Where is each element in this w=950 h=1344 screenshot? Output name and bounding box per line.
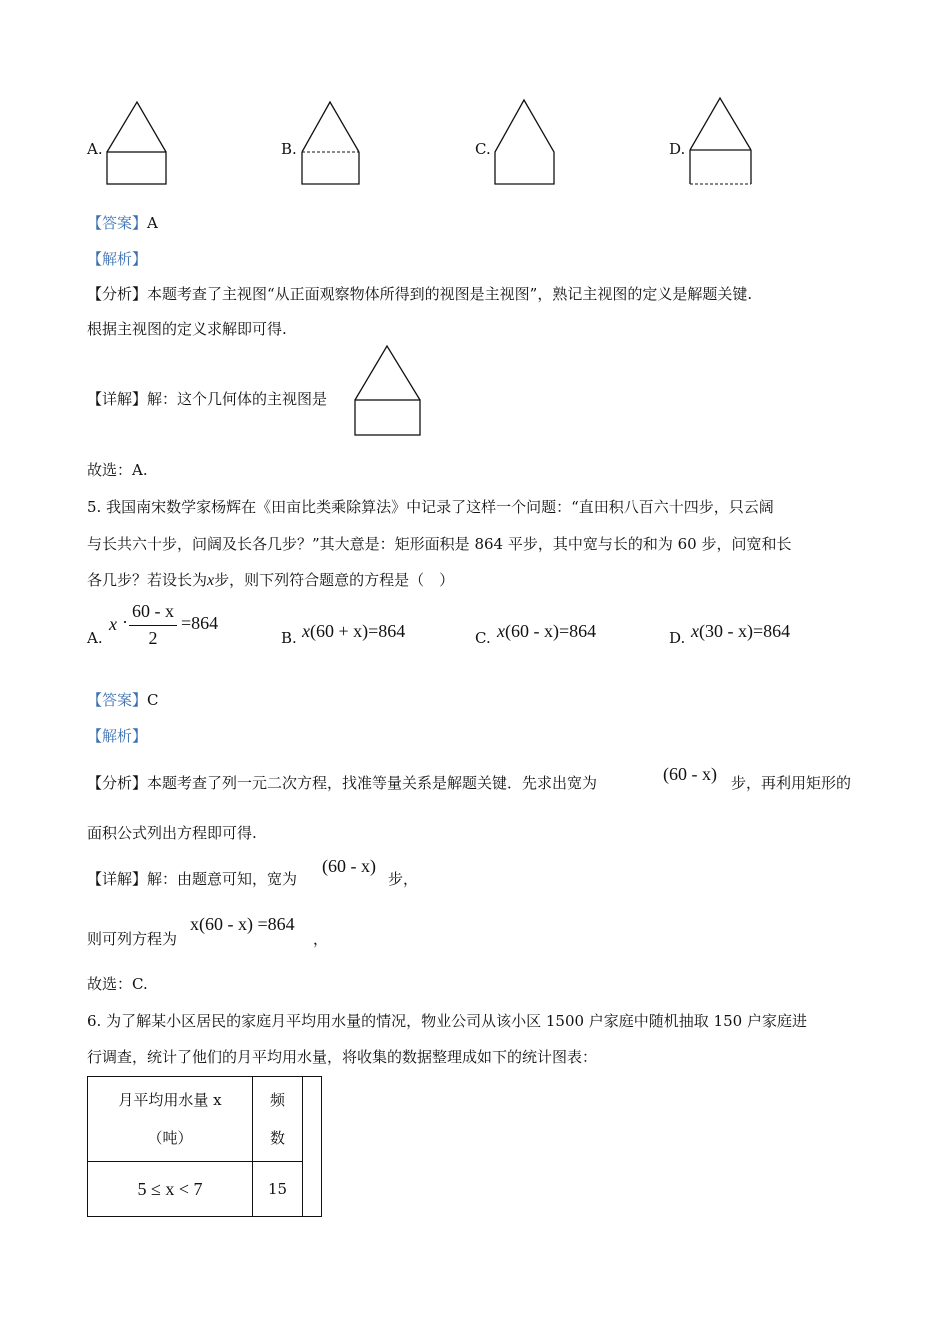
- q5-line2: 与长共六十步，问阔及长各几步？”其大意是：矩形面积是 864 平步，其中宽与长的和为 60 步，问宽和长: [87, 535, 792, 553]
- analysis-tag: 【解析】: [87, 727, 148, 745]
- q5-eq-text-b: ，: [313, 930, 329, 948]
- option-d-label: D.: [669, 140, 686, 158]
- q5-conclusion: 故选：C.: [87, 975, 148, 993]
- q5-fenxi-line1: [87, 772, 597, 793]
- table-cell-range: 5 ≤ x < 7: [88, 1162, 253, 1217]
- header-line-1: 频: [269, 1091, 285, 1109]
- q5-line3-text-b: 步，则下列符合题意的方程是（ ）: [214, 571, 455, 589]
- answer-tag: 【答案】: [87, 691, 148, 709]
- q6-line1: 6. 为了解某小区居民的家庭月平均用水量的情况，物业公司从该小区 1500 户家庭中随机抽取 150 户家庭进: [87, 1012, 807, 1030]
- q5-option-a-rhs: =864: [181, 613, 219, 633]
- header-line-2: 数: [269, 1129, 285, 1147]
- fenxi-tag: 【分析】: [87, 285, 148, 303]
- xiangjie-text: 解：这个几何体的主视图是: [147, 390, 328, 408]
- table-header-row: [88, 1077, 322, 1162]
- fenxi-tag: 【分析】: [87, 774, 148, 792]
- answer-value: A: [147, 214, 158, 232]
- q5-option-d-label: D.: [669, 629, 686, 647]
- fraction-denominator: 2: [148, 628, 158, 648]
- option-a-figure: [104, 100, 168, 186]
- q4-fenxi-line1: [87, 283, 752, 304]
- answer-value: C: [147, 691, 159, 709]
- table-extra-column: [303, 1077, 322, 1217]
- xiangjie-text-a: 解：由题意可知，宽为: [147, 870, 298, 888]
- q4-conclusion: 故选：A.: [87, 461, 148, 479]
- var-x: x: [109, 614, 117, 634]
- fenxi-text: 本题考查了主视图“从正面观察物体所得到的视图是主视图”，熟记主视图的定义是解题关键.: [147, 285, 753, 303]
- q5-option-c-expr: [497, 621, 596, 642]
- var-x: x: [302, 621, 310, 641]
- paren-expr: (60 + x): [310, 621, 369, 641]
- q5-option-c-label: C.: [475, 629, 491, 647]
- analysis-tag: 【解析】: [87, 250, 148, 268]
- xiangjie-tag: 【详解】: [87, 870, 148, 888]
- option-c-label: C.: [475, 140, 491, 158]
- q5-eq-expr: x(60 - x) =864: [190, 914, 295, 934]
- q5-variable: x: [207, 572, 215, 589]
- q5-fenxi-text-b: 步，再利用矩形的: [731, 774, 852, 792]
- q5-line3: [87, 569, 454, 590]
- q4-answer-line: [87, 212, 158, 233]
- q5-line3-text-a: 各几步？若设长为: [87, 571, 208, 589]
- table-header-water-usage: [88, 1077, 253, 1162]
- q5-option-a-label: A.: [87, 629, 103, 647]
- option-b-label: B.: [281, 140, 297, 158]
- q5-fenxi-line2: 面积公式列出方程即可得.: [87, 824, 257, 842]
- q5-option-a-x: [109, 614, 117, 635]
- main-view-figure: [352, 344, 424, 438]
- q5-option-b-expr: [302, 621, 405, 642]
- frequency-table: [87, 1076, 322, 1217]
- header-line-2: （吨）: [147, 1129, 193, 1147]
- paren-expr: (60 - x): [505, 621, 559, 641]
- table-cell-frequency: 15: [253, 1162, 303, 1217]
- q5-answer-line: [87, 689, 159, 710]
- q5-xiangjie-expr: (60 - x): [322, 856, 376, 876]
- q5-fenxi-expr: (60 - x): [663, 764, 717, 784]
- q5-line1: 5. 我国南宋数学家杨辉在《田亩比类乘除算法》中记录了这样一个问题：“直田积八百六十四步，只云阔: [87, 498, 774, 516]
- answer-tag: 【答案】: [87, 214, 148, 232]
- table-row: [88, 1162, 322, 1217]
- fenxi-text-a: 本题考查了列一元二次方程，找准等量关系是解题关键．先求出宽为: [147, 774, 598, 792]
- q4-xiangjie-line: [87, 388, 327, 409]
- paren-expr: (30 - x): [699, 621, 753, 641]
- q5-xiangjie-text-b: 步，: [388, 870, 419, 888]
- q6-line2: 行调查，统计了他们的月平均用水量，将收集的数据整理成如下的统计图表：: [87, 1048, 598, 1066]
- option-a-label: A.: [87, 140, 103, 158]
- option-c-figure: [493, 98, 557, 186]
- q5-eq-text-a: 则可列方程为: [87, 930, 178, 948]
- fraction-numerator: 60 - x: [132, 601, 174, 621]
- q5-option-d-expr: [691, 621, 790, 642]
- q4-fenxi-line2: 根据主视图的定义求解即可得.: [87, 320, 287, 338]
- option-b-figure: [299, 100, 363, 186]
- rhs: =864: [752, 621, 791, 641]
- rhs: =864: [368, 621, 406, 641]
- fraction-bar: [129, 625, 177, 626]
- q5-option-b-label: B.: [281, 629, 297, 647]
- table-header-frequency: [253, 1077, 303, 1162]
- q5-option-a-dot: ·: [122, 612, 128, 632]
- var-x: x: [691, 621, 699, 641]
- xiangjie-tag: 【详解】: [87, 390, 148, 408]
- var-x: x: [497, 621, 505, 641]
- header-line-1: 月平均用水量 x: [118, 1091, 222, 1109]
- rhs: =864: [558, 621, 597, 641]
- option-d-figure: [688, 96, 754, 186]
- q5-xiangjie-line: [87, 868, 297, 889]
